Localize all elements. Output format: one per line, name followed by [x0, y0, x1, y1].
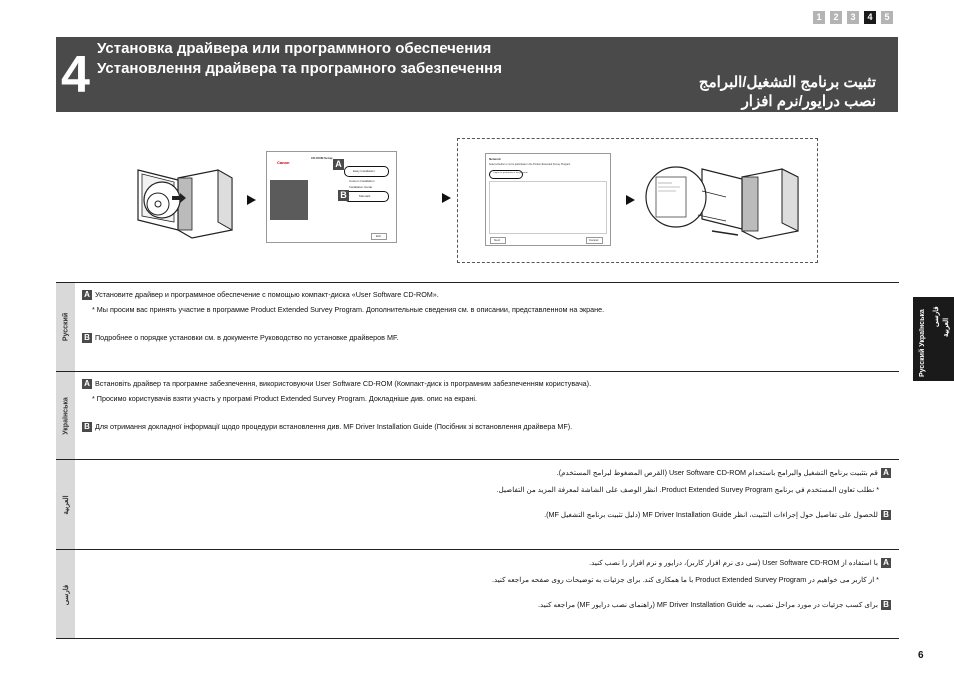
badge-a: A [82, 290, 92, 300]
installation-illustration [130, 138, 830, 263]
step-b-russian [82, 333, 399, 343]
language-tab-line3: العربية [943, 317, 950, 337]
language-tab-line1: Русский Українська [919, 309, 926, 377]
manuals-label: Manuals [359, 194, 371, 198]
badge-a: A [881, 558, 891, 568]
computer-cd-icon [134, 160, 240, 240]
dialog-title: Network [489, 157, 501, 161]
step-3[interactable]: 3 [847, 11, 859, 24]
arrow-right-icon [247, 195, 256, 205]
note-ukrainian: * Просимо користувачів взяти участь у програмі Product Extended Survey Program. Докладніше див. опис на екрані. [92, 394, 477, 403]
bottom-divider [56, 638, 899, 639]
step-a-russian [82, 290, 439, 300]
step-b-text: برای کسب جزئیات در مورد مراحل نصب، به MF Driver Installation Guide (راهنمای نصب درایور MF) مراجعه کنید. [538, 600, 878, 609]
next-label: Next [494, 238, 501, 242]
cancel-button[interactable] [586, 237, 603, 244]
side-label-ukrainian [56, 372, 75, 460]
arrow-right-icon [626, 195, 635, 205]
participate-option[interactable] [489, 170, 528, 179]
step-4-active[interactable]: 4 [864, 11, 876, 24]
step-b-text: للحصول على تفاصيل حول إجراءات التثبيت، انظر MF Driver Installation Guide (دليل تثبيت برنامج التشغيل MF). [544, 510, 878, 519]
note-persian: * از کاربر می خواهیم در Product Extended Survey Program با ما همکاری کند. برای جزئیات به توضیحات روی صفحه مراجعه کنید. [491, 575, 879, 584]
monitor-with-dialog-icon [642, 161, 802, 241]
participate-option-label: I agree to participate in the program [493, 172, 528, 174]
step-2[interactable]: 2 [830, 11, 842, 24]
step-1[interactable]: 1 [813, 11, 825, 24]
badge-a: A [881, 468, 891, 478]
side-label-russian [56, 283, 75, 371]
manuals-button[interactable] [344, 191, 389, 202]
step-a-text: قم بتثبيت برنامج التشغيل والبرامج باستخدام User Software CD-ROM (القرص المضغوط لبرامج المستخدم). [556, 468, 878, 477]
menu-title: CD-ROM Setup [311, 156, 333, 160]
custom-installation-link[interactable]: Custom Installation [349, 179, 375, 183]
dialog-text: Select whether or not to participate in the Product Extended Survey Program. [489, 163, 571, 166]
side-label-persian [56, 550, 75, 639]
language-tab[interactable] [913, 297, 954, 381]
title-russian: Установка драйвера или программного обеспечения [97, 40, 492, 57]
step-number: 4 [61, 46, 90, 104]
side-label-text: Українська [62, 397, 69, 435]
step-b-text: Подробнее о порядке установки см. в документе Руководство по установке драйверов MF. [95, 333, 399, 342]
side-label-arabic [56, 460, 75, 550]
arrow-right-icon [442, 193, 451, 203]
printer-photo [270, 180, 308, 220]
section-header [56, 37, 898, 112]
step-a-persian [589, 558, 891, 568]
survey-detail-box [457, 138, 818, 263]
badge-b: B [881, 510, 891, 520]
step-b-text: Для отримання докладної інформації щодо процедури встановлення див. MF Driver Installation Guide (Посібник зі встановлення драйвера MF). [95, 422, 573, 431]
label-b: B [338, 190, 349, 201]
badge-a: A [82, 379, 92, 389]
language-tab-line2: فارسی [933, 306, 940, 327]
easy-installation-button[interactable] [344, 166, 389, 177]
step-b-ukrainian [82, 422, 572, 432]
badge-b: B [82, 422, 92, 432]
page-number: 6 [918, 650, 924, 661]
step-a-text: با استفاده از User Software CD-ROM (سی دی نرم افزار کاربر)، درایور و نرم افزار را نصب کنید. [589, 558, 878, 567]
dialog-content-area [489, 181, 607, 234]
step-a-ukrainian [82, 379, 591, 389]
label-a: A [333, 159, 344, 170]
title-arabic: تثبيت برنامج التشغيل/البرامج [698, 74, 876, 91]
survey-dialog-screenshot [485, 153, 611, 246]
step-a-text: Встановіть драйвер та програмне забезпечення, використовуючи User Software CD-ROM (Компакт-диск із програмним забезпеченням користувача). [95, 379, 592, 388]
section-russian [56, 282, 899, 371]
easy-installation-label: Easy Installation [353, 169, 375, 173]
side-label-text: فارسی [62, 584, 70, 605]
section-persian [56, 549, 899, 639]
badge-b: B [82, 333, 92, 343]
title-ukrainian: Установлення драйвера та програмного забезпечення [97, 60, 502, 77]
step-b-persian [538, 600, 891, 610]
exit-label: Exit [376, 234, 382, 238]
badge-b: B [881, 600, 891, 610]
note-russian: * Мы просим вас принять участие в программе Product Extended Survey Program. Дополнительные сведения см. в описании, представленном на экране. [92, 305, 605, 314]
cd-rom-setup-screenshot [266, 151, 397, 243]
canon-logo: Canon [277, 160, 290, 165]
section-ukrainian [56, 371, 899, 460]
step-b-arabic [544, 510, 891, 520]
title-persian: نصب درایور/نرم افزار [741, 93, 876, 110]
cancel-label: Cancel [589, 238, 599, 242]
exit-button[interactable] [371, 233, 387, 240]
section-arabic [56, 459, 899, 550]
step-nav [813, 11, 893, 24]
side-label-text: العربية [62, 495, 70, 515]
installation-guide-link[interactable]: Installation Guide [349, 185, 373, 189]
step-a-arabic [557, 468, 891, 478]
side-label-text: Русский [62, 312, 69, 342]
step-5[interactable]: 5 [881, 11, 893, 24]
step-a-text: Установите драйвер и программное обеспечение с помощью компакт-диска «User Software CD-ROM». [95, 290, 439, 299]
next-button[interactable] [490, 237, 506, 244]
note-arabic: * نطلب تعاون المستخدم في برنامج Product Extended Survey Program. انظر الوصف على الشاشة لمعرفة المزيد من التفاصيل. [496, 485, 879, 494]
